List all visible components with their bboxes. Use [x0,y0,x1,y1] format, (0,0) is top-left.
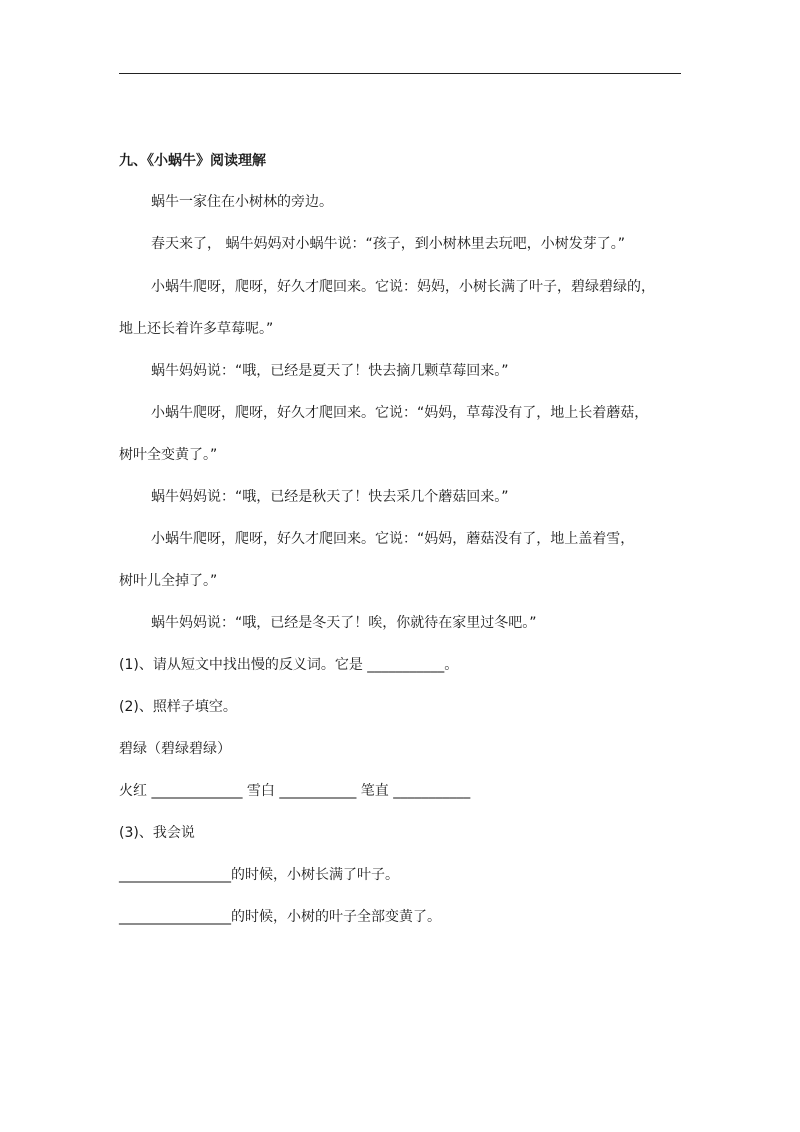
question-2-items: 火红 _____________ 雪白 ___________ 笔直 ___________ [119,783,471,799]
passage-line: 小蜗牛爬呀，爬呀，好久才爬回来。它说：“妈妈，蘑菇没有了，地上盖着雪， [151,531,635,547]
question-3: (3)、我会说 [119,825,195,841]
section-title: 九、《小蜗牛》阅读理解 [119,153,266,169]
passage-line: 蜗牛妈妈说：“哦，已经是冬天了！唉，你就待在家里过冬吧。” [151,615,537,631]
passage-line: 蜗牛一家住在小树林的旁边。 [151,194,333,210]
question-1: (1)、请从短文中找出慢的反义词。它是 ___________。 [119,657,459,673]
question-3-line-1: ________________的时候，小树长满了叶子。 [119,867,399,883]
passage-line: 春天来了， 蜗牛妈妈对小蜗牛说：“孩子，到小树林里去玩吧，小树发芽了。” [151,236,625,252]
passage-line: 蜗牛妈妈说：“哦，已经是秋天了！快去采几个蘑菇回来。” [151,489,509,505]
passage-line: 树叶儿全掉了。” [119,573,218,589]
passage-line: 树叶全变黄了。” [119,447,218,463]
passage-line: 小蜗牛爬呀，爬呀，好久才爬回来。它说：妈妈，小树长满了叶子，碧绿碧绿的， [151,279,655,295]
question-2-example: 碧绿（碧绿碧绿） [119,741,231,757]
question-3-line-2: ________________的时候，小树的叶子全部变黄了。 [119,909,441,925]
passage-line: 地上还长着许多草莓呢。” [119,321,274,337]
passage-line: 蜗牛妈妈说：“哦，已经是夏天了！快去摘几颗草莓回来。” [151,363,509,379]
header-rule [119,73,681,74]
question-2: (2)、照样子填空。 [119,699,237,715]
passage-line: 小蜗牛爬呀，爬呀，好久才爬回来。它说：“妈妈，草莓没有了，地上长着蘑菇， [151,405,649,421]
